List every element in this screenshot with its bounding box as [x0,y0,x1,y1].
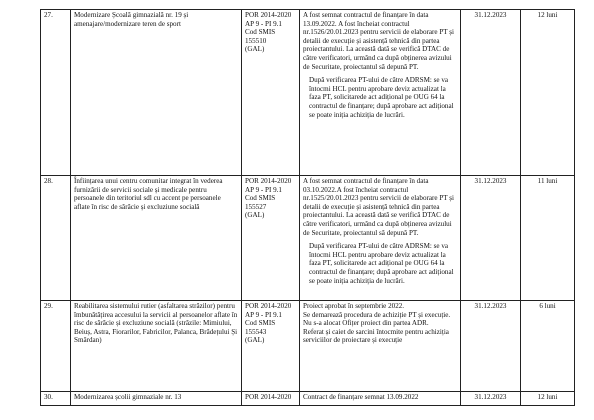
program-info [242,176,300,301]
project-title: Modernizarea școlii gimnaziale nr. 13 [71,392,242,406]
program-info [242,301,300,392]
duration: 12 luni [521,10,575,176]
program-text: POR 2014-2020 [245,393,292,401]
program-info [242,10,300,176]
status-paragraph: Contract de finanțare semnat 13.09.2022 [303,393,419,401]
status-paragraph: A fost semnat contractul de finanțare în data 13.09.2022. A fost încheiat contractul nr.1526/20.01.2023 pentru servicii de elaborare PT și detalii de execuție și asistență tehnică din partea proiectantului. La această dată se verifică DTAC de către verificatori, urmând ca după obținerea avizului de Securitate, proiectantul să depună PT. [303,11,454,71]
program-text: POR 2014-2020 AP 9 - PI 9.1 Cod SMIS 155527 (GAL) [245,177,292,220]
status-description [300,301,461,392]
table-row [41,176,575,301]
table-row [41,10,575,176]
status-paragraph: A fost semnat contractul de finanțare în data 03.10.2022.A fost încheiat contractul nr.1525/20.01.2023 pentru servicii de elaborare PT și detalii de execuție și asistență tehnică din partea proiectantului. La această dată se verifică DTAC de către verificatori, urmând ca după obținerea avizului de Securitate, proiectantul să depună PT. [303,177,454,237]
projects-table [40,9,575,406]
program-text: POR 2014-2020 AP 9 - PI 9.1 Cod SMIS 155543 (GAL) [245,302,292,345]
project-title: Înființarea unui centru comunitar integrat în vederea furnizării de servicii sociale și medicale pentru persoanele din teritoriul sdl cu accent pe persoanele aflate în risc de sărăcie și excluziune socială [71,176,242,301]
program-text: POR 2014-2020 AP 9 - PI 9.1 Cod SMIS 155510 (GAL) [245,11,292,54]
program-info [242,392,300,406]
duration: 6 luni [521,301,575,392]
status-description [300,10,461,176]
row-number: 30. [41,392,71,406]
status-paragraph: După verificarea PT-ului de către ADRSM: se va întocmi HCL pentru aprobare deviz actualizat la faza PT, solicitarede act adițional pe OUG 64 la contractul de finanțare; după aprobare act adițional se poate iniția achiziția de lucrări. [309,76,454,119]
deadline-date: 31.12.2023 [461,10,521,176]
table-row [41,301,575,392]
row-number: 29. [41,301,71,392]
table-row [41,392,575,406]
duration: 12 luni [521,392,575,406]
status-description [300,176,461,301]
row-number: 28. [41,176,71,301]
deadline-date: 31.12.2023 [461,392,521,406]
deadline-date: 31.12.2023 [461,301,521,392]
deadline-date: 31.12.2023 [461,176,521,301]
status-paragraph: După verificarea PT-ului de către ADRSM: se va întocmi HCL pentru aprobare deviz actualizat la faza PT, solicitarede act adițional pe OUG 64 la contractul de finanțare; după aprobare act adițional se poate iniția achiziția de lucrări. [309,242,454,285]
project-title: Reabilitarea sistemului rutier (asfaltarea străzilor) pentru îmbunătățirea accesului la servicii al persoanelor aflate în risc de sărăcie și excluziune socială (străzile: Mimiului, Beiuș, Astra, Fiorarilor, Fabricilor, Palanca, Brădețului Și Smârdan) [71,301,242,392]
duration: 11 luni [521,176,575,301]
status-description [300,392,461,406]
status-paragraph: Proiect aprobat în septembrie 2022. Se demarează procedura de achiziție PT și execuție. Nu s-a alocat Ofițer proiect din partea ADR. Referat și caiet de sarcini întocmite pentru achiziția serviciilor de proiectare și execuție [303,302,451,345]
row-number: 27. [41,10,71,176]
project-title: Modernizare Școală gimnazială nr. 19 și amenajare/modernizare teren de sport [71,10,242,176]
